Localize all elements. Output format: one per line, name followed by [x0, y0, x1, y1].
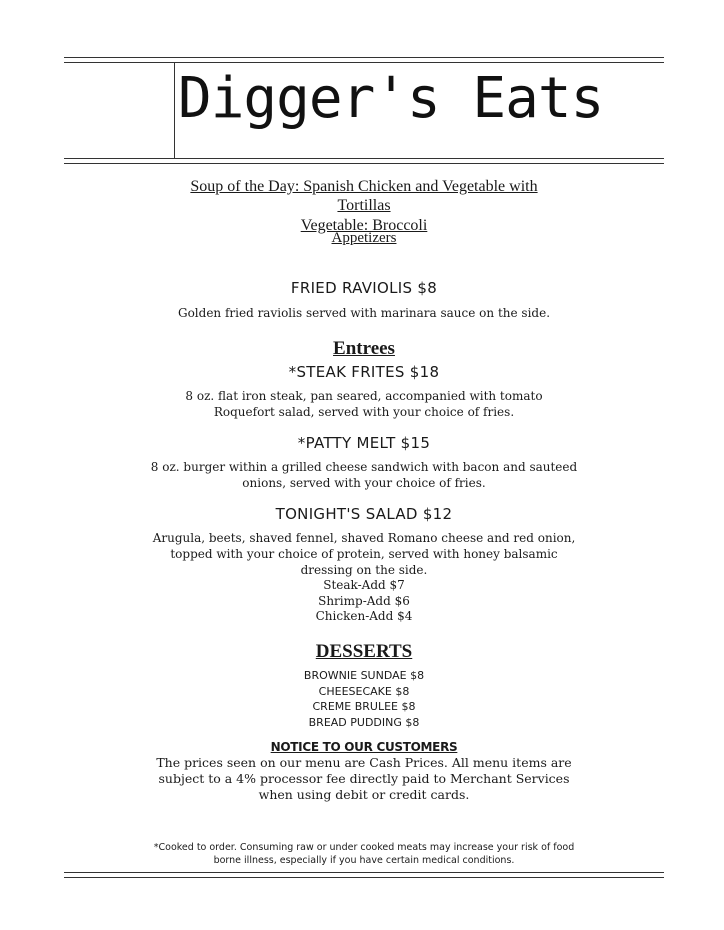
- menu-item-description: 8 oz. flat iron steak, pan seared, accompanied with tomato Roquefort salad, served with your choice of fries.: [185, 389, 543, 419]
- menu-item-title: TONIGHT'S SALAD $12: [275, 505, 453, 523]
- notice-heading: NOTICE TO OUR CUSTOMERS: [270, 740, 458, 754]
- appetizers-heading: Appetizers: [331, 230, 397, 246]
- footnote: *Cooked to order. Consuming raw or under cooked meats may increase your risk of food borne illness, especially if you have certain medical conditions.: [153, 842, 575, 866]
- menu-item-title: *PATTY MELT $15: [297, 434, 431, 452]
- header-top-rule-1: [64, 57, 664, 58]
- dessert-item: CREME BRULEE $8: [312, 700, 416, 713]
- notice-text: The prices seen on our menu are Cash Prices. All menu items are subject to a 4% processor fee directly paid to Merchant Services when using debit or credit cards.: [156, 755, 572, 802]
- dessert-item: BREAD PUDDING $8: [308, 716, 420, 729]
- dessert-item: BROWNIE SUNDAE $8: [303, 669, 425, 682]
- dessert-item: CHEESECAKE $8: [318, 685, 410, 698]
- header-divider: [174, 63, 175, 159]
- footer-rule-1: [64, 872, 664, 873]
- menu-item-description: Arugula, beets, shaved fennel, shaved Romano cheese and red onion, topped with your choice of protein, served with honey balsamic dressing on the side.: [152, 531, 576, 577]
- menu-item-description: 8 oz. burger within a grilled cheese sandwich with bacon and sauteed onions, served with your choice of fries.: [150, 460, 578, 490]
- footer-rule-2: [64, 877, 664, 878]
- header-bottom-rule-2: [64, 163, 664, 164]
- header-top-rule-2: [64, 62, 664, 63]
- restaurant-name: Digger's Eats: [178, 66, 604, 131]
- addon-item: Shrimp-Add $6: [318, 594, 410, 608]
- desserts-heading: DESSERTS: [315, 641, 413, 662]
- vegetable-of-the-day: Vegetable: Broccoli: [300, 217, 428, 234]
- addon-item: Chicken-Add $4: [315, 609, 413, 623]
- header-bottom-rule-1: [64, 158, 664, 159]
- entrees-heading: Entrees: [333, 338, 395, 359]
- addon-item: Steak-Add $7: [323, 578, 405, 592]
- soup-of-the-day: Soup of the Day: Spanish Chicken and Vegetable with Tortillas: [190, 178, 538, 214]
- menu-item-description: Golden fried raviolis served with marinara sauce on the side.: [177, 306, 551, 320]
- menu-item-title: *STEAK FRITES $18: [288, 363, 440, 381]
- menu-item-title: FRIED RAVIOLIS $8: [290, 279, 438, 297]
